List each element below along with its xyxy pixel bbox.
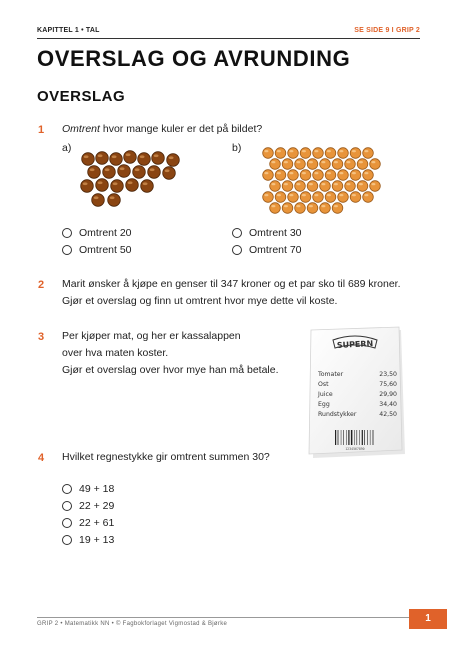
bead [325, 192, 336, 203]
bead [152, 152, 165, 165]
barcode-bar [348, 430, 349, 445]
bead [363, 192, 374, 203]
receipt-item-price: 75,60 [379, 381, 397, 388]
page-reference: SE SIDE 9 I GRIP 2 [354, 27, 420, 34]
bead-highlight [321, 205, 325, 207]
bead [275, 170, 286, 181]
bead [332, 159, 343, 170]
bead [88, 166, 101, 179]
bead [167, 154, 180, 167]
bead-highlight [84, 155, 89, 158]
bead-highlight [105, 168, 110, 171]
bead [108, 194, 121, 207]
question-3-text [62, 328, 279, 379]
bead-highlight [112, 155, 117, 158]
bead [320, 203, 331, 214]
bead [270, 203, 281, 214]
bead [313, 170, 324, 181]
receipt-item-name: Tomater [318, 371, 344, 378]
bead [313, 192, 324, 203]
option-label: 49 + 18 [79, 483, 115, 495]
option-label: Omtrent 30 [249, 227, 302, 239]
bead-highlight [321, 183, 325, 185]
bead-highlight [94, 196, 99, 199]
barcode-bar [373, 430, 374, 445]
bead-highlight [302, 172, 306, 174]
bead [307, 181, 318, 192]
bead [370, 181, 381, 192]
q4-option-2[interactable] [62, 500, 114, 512]
barcode-bar [343, 430, 344, 445]
question-1-number: 1 [38, 124, 45, 136]
q1b-option-2[interactable] [232, 244, 302, 256]
bead-highlight [264, 150, 268, 152]
question-2-text [62, 276, 401, 310]
barcode-bar [354, 430, 355, 445]
bead-highlight [165, 169, 170, 172]
bead-highlight [271, 183, 275, 185]
receipt-store-name: SUPERN [336, 339, 374, 350]
bead [350, 148, 361, 159]
bead [124, 151, 137, 164]
bead-highlight [284, 205, 288, 207]
bead [111, 180, 124, 193]
bead-highlight [327, 150, 331, 152]
bead-highlight [371, 161, 375, 163]
receipt-item-price: 29,90 [379, 391, 397, 398]
bead-highlight [359, 161, 363, 163]
q1b-option-1[interactable] [232, 227, 302, 239]
option-label: 22 + 29 [79, 500, 115, 512]
bead [133, 166, 146, 179]
bead [295, 159, 306, 170]
bead-highlight [339, 194, 343, 196]
bead-highlight [296, 161, 300, 163]
option-label: Omtrent 50 [79, 244, 132, 256]
bead-highlight [296, 205, 300, 207]
bead-highlight [98, 154, 103, 157]
bead-highlight [126, 153, 131, 156]
beads-image-b [262, 145, 384, 215]
bead-highlight [364, 172, 368, 174]
barcode-bar [364, 430, 365, 445]
radio-button[interactable] [62, 518, 72, 528]
page-title: OVERSLAG OG AVRUNDING [37, 46, 351, 71]
bead-highlight [309, 183, 313, 185]
bead-highlight [346, 161, 350, 163]
header-divider [37, 38, 420, 39]
question-2-number: 2 [38, 279, 45, 291]
radio-button[interactable] [62, 228, 72, 238]
bead-highlight [143, 182, 148, 185]
radio-button[interactable] [62, 535, 72, 545]
bead [263, 170, 274, 181]
bead [332, 181, 343, 192]
barcode-bar [359, 430, 360, 445]
bead [288, 148, 299, 159]
bead-highlight [83, 182, 88, 185]
bead [118, 165, 131, 178]
bead-highlight [277, 194, 281, 196]
bead-highlight [314, 172, 318, 174]
bead-highlight [327, 194, 331, 196]
bead-highlight [264, 194, 268, 196]
question-2-line-1: Marit ønsker å kjøpe en genser til 347 kroner og et par sko til 689 kroner. [62, 278, 401, 290]
sub-a-label: a) [62, 142, 72, 154]
bead-highlight [334, 183, 338, 185]
bead-highlight [128, 181, 133, 184]
bead-highlight [289, 194, 293, 196]
bead-highlight [314, 194, 318, 196]
barcode-bar [341, 430, 342, 445]
bead [320, 159, 331, 170]
bead [357, 181, 368, 192]
receipt-item-name: Egg [318, 401, 330, 408]
bead [163, 167, 176, 180]
radio-button[interactable] [62, 484, 72, 494]
barcode-bar [351, 430, 353, 445]
question-3-line-1: Per kjøper mat, og her er kassalappen [62, 330, 241, 342]
chapter-label: KAPITTEL 1 • TAL [37, 27, 100, 34]
bead-highlight [314, 150, 318, 152]
option-label: Omtrent 70 [249, 244, 302, 256]
barcode-bar [367, 430, 368, 445]
section-title: OVERSLAG [37, 88, 126, 105]
bead [325, 170, 336, 181]
bead-highlight [154, 154, 159, 157]
bead [338, 148, 349, 159]
bead [270, 181, 281, 192]
bead-highlight [289, 172, 293, 174]
bead [363, 170, 374, 181]
footer-divider [37, 617, 409, 618]
bead [338, 170, 349, 181]
bead-highlight [364, 194, 368, 196]
bead [138, 153, 151, 166]
radio-button[interactable] [62, 501, 72, 511]
question-4-number: 4 [38, 452, 45, 464]
bead [263, 192, 274, 203]
radio-button[interactable] [232, 245, 242, 255]
bead [313, 148, 324, 159]
barcode-bar [338, 430, 339, 445]
bead [363, 148, 374, 159]
bead [275, 192, 286, 203]
question-1-emphasis: Omtrent [62, 123, 100, 135]
receipt-item-name: Rundstykker [318, 411, 357, 418]
bead-highlight [352, 172, 356, 174]
bead-highlight [352, 150, 356, 152]
receipt-item-name: Juice [318, 391, 333, 398]
bead [350, 170, 361, 181]
bead [81, 180, 94, 193]
bead [263, 148, 274, 159]
bead-highlight [284, 183, 288, 185]
bead-highlight [309, 205, 313, 207]
bead [288, 192, 299, 203]
bead-highlight [113, 182, 118, 185]
bead [288, 170, 299, 181]
bead-highlight [150, 168, 155, 171]
bead [370, 159, 381, 170]
bead-highlight [339, 150, 343, 152]
bead-highlight [302, 194, 306, 196]
sub-b-label: b) [232, 142, 242, 154]
q1a-option-2[interactable] [62, 244, 132, 256]
bead [295, 181, 306, 192]
question-4-text: Hvilket regnestykke gir omtrent summen 30? [62, 451, 270, 463]
receipt-item-price: 23,50 [379, 371, 397, 378]
barcode-number: 1234567890 [345, 447, 365, 451]
q4-option-1[interactable] [62, 483, 114, 495]
bead-highlight [135, 168, 140, 171]
question-2-line-2: Gjør et overslag og finn ut omtrent hvor mye dette vil koste. [62, 295, 338, 307]
bead-highlight [309, 161, 313, 163]
question-3-line-3: Gjør et overslag over hvor mye han må betale. [62, 364, 279, 376]
page-number: 1 [409, 609, 447, 629]
bead [357, 159, 368, 170]
radio-button[interactable] [232, 228, 242, 238]
q1a-option-1[interactable] [62, 227, 132, 239]
bead [350, 192, 361, 203]
bead-highlight [140, 155, 145, 158]
bead-highlight [271, 205, 275, 207]
question-3-line-2: over hva maten koster. [62, 347, 169, 359]
barcode-bar [335, 430, 336, 445]
bead [96, 179, 109, 192]
receipt-image [305, 326, 407, 458]
radio-button[interactable] [62, 245, 72, 255]
bead [295, 203, 306, 214]
bead-highlight [296, 183, 300, 185]
question-3-number: 3 [38, 331, 45, 343]
receipt-item-name: Ost [318, 381, 329, 388]
bead-highlight [302, 150, 306, 152]
q4-option-3[interactable] [62, 517, 114, 529]
barcode-bar [357, 430, 358, 445]
beads-image-a [78, 150, 184, 212]
bead-highlight [346, 183, 350, 185]
footer-copyright: GRIP 2 • Matematikk NN • © Fagbokforlaget Vigmostad & Bjørke [37, 621, 228, 627]
barcode-bar [346, 430, 347, 445]
bead-highlight [277, 150, 281, 152]
bead [332, 203, 343, 214]
bead [110, 153, 123, 166]
bead-highlight [110, 196, 115, 199]
bead [96, 152, 109, 165]
bead-highlight [334, 161, 338, 163]
bead [320, 181, 331, 192]
bead [282, 203, 293, 214]
bead-highlight [120, 167, 125, 170]
question-1-rest: hvor mange kuler er det på bildet? [99, 123, 263, 135]
bead [325, 148, 336, 159]
bead-highlight [339, 172, 343, 174]
option-label: Omtrent 20 [79, 227, 132, 239]
bead-highlight [271, 161, 275, 163]
bead-highlight [359, 183, 363, 185]
receipt-item-price: 34,40 [379, 401, 397, 408]
option-label: 22 + 61 [79, 517, 115, 529]
barcode-bar [370, 430, 371, 445]
q4-option-4[interactable] [62, 534, 114, 546]
bead-highlight [352, 194, 356, 196]
bead-highlight [277, 172, 281, 174]
bead [270, 159, 281, 170]
bead [300, 148, 311, 159]
bead [103, 166, 116, 179]
bead-highlight [169, 156, 174, 159]
bead [82, 153, 95, 166]
bead-highlight [90, 168, 95, 171]
bead [338, 192, 349, 203]
bead-highlight [321, 161, 325, 163]
bead-highlight [334, 205, 338, 207]
bead-highlight [327, 172, 331, 174]
bead-highlight [98, 181, 103, 184]
bead [345, 181, 356, 192]
bead [92, 194, 105, 207]
bead [148, 166, 161, 179]
bead [307, 159, 318, 170]
bead [141, 180, 154, 193]
bead [345, 159, 356, 170]
bead [300, 170, 311, 181]
bead [126, 179, 139, 192]
receipt-item-price: 42,50 [379, 411, 397, 418]
bead-highlight [284, 161, 288, 163]
bead [282, 159, 293, 170]
option-label: 19 + 13 [79, 534, 115, 546]
bead [282, 181, 293, 192]
bead-highlight [371, 183, 375, 185]
barcode-bar [362, 430, 363, 445]
bead-highlight [364, 150, 368, 152]
bead [275, 148, 286, 159]
question-1-text [62, 121, 262, 138]
bead [300, 192, 311, 203]
bead-highlight [289, 150, 293, 152]
bead-highlight [264, 172, 268, 174]
bead [307, 203, 318, 214]
